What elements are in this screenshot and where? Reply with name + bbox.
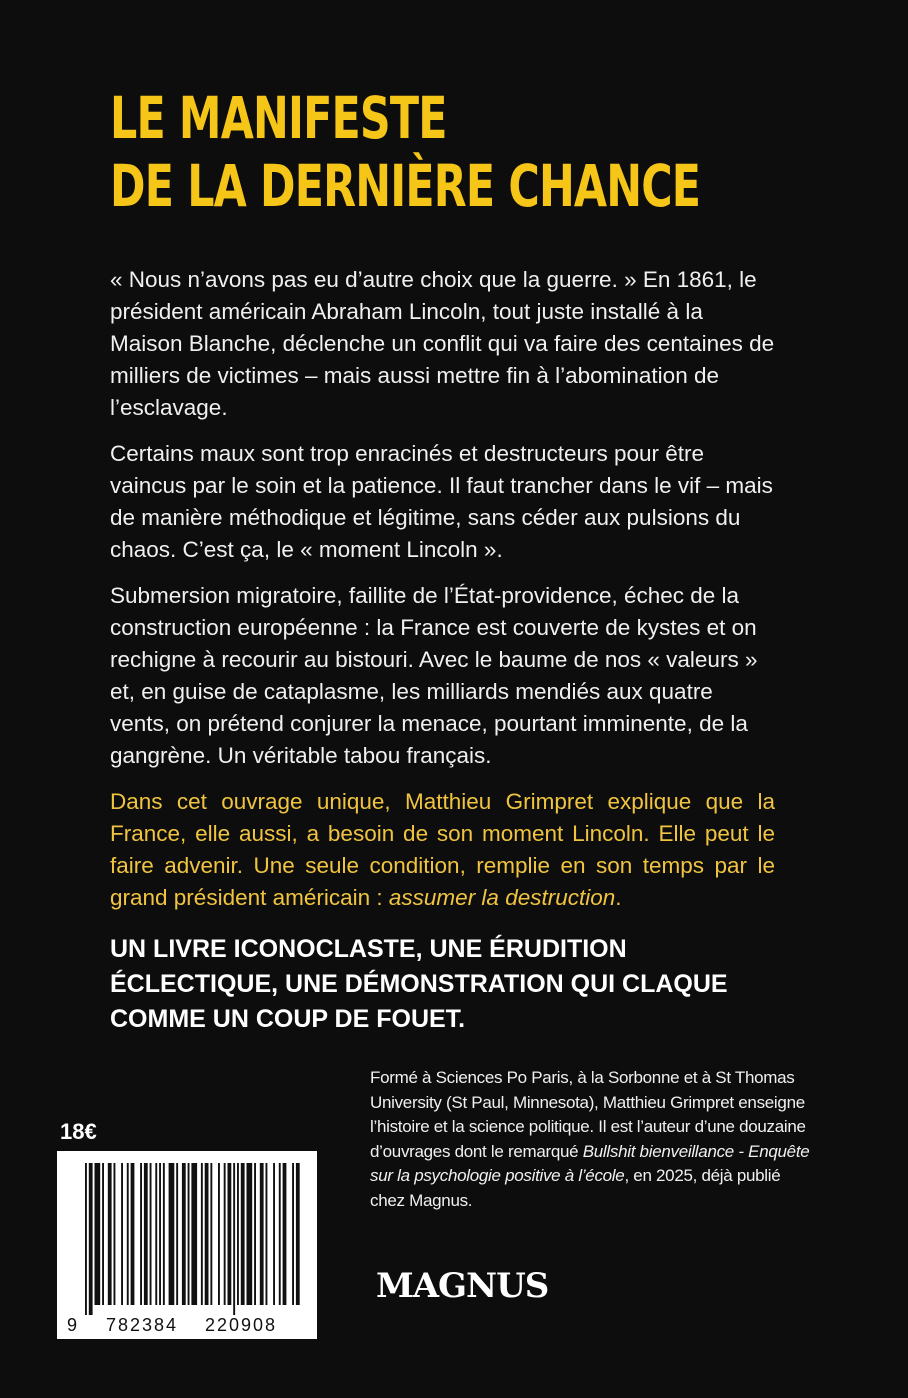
blurb-paragraph-2: Certains maux sont trop enracinés et destructeurs pour être vaincus par le soin et la patience. Il faut trancher dans le vif – mais de manière méthodique et légitime, sans céder aux pulsions du chaos. C’est ça, le « moment Lincoln ». [110, 441, 773, 562]
barcode-group-2: 220908 [205, 1315, 278, 1335]
barcode-bar [150, 1163, 152, 1305]
barcode-bar [163, 1163, 165, 1305]
barcode-bar [201, 1163, 203, 1305]
highlight-text: Dans cet ouvrage unique, Matthieu Grimpret explique que la France, elle aussi, a besoin de son moment Lincoln. Elle peut le faire advenir. Une seule condition, remplie en son temps par le grand président américain : [110, 789, 775, 910]
tagline [110, 932, 810, 1037]
barcode-bar [205, 1163, 209, 1305]
price: 18€ [60, 1119, 97, 1144]
barcode-bar [182, 1163, 186, 1305]
barcode-bar [279, 1163, 281, 1305]
barcode-bar [169, 1163, 175, 1305]
barcode-bar [121, 1163, 123, 1305]
barcode-bar [191, 1163, 197, 1305]
barcode-bar [260, 1163, 264, 1305]
tagline-line-1: UN LIVRE ICONOCLASTE, UNE ÉRUDITION [110, 935, 627, 963]
title-line-2: DE LA DERNIÈRE CHANCE [110, 152, 701, 220]
bio-text-1: Formé à Sciences Po Paris, à la Sorbonne et à St Thomas University (St Paul, Minnesota), Matthieu Grimpret enseigne l’histoire et la science politique. Il est l’auteur d’une douzaine d’ouvrages dont le remarqué [370, 1068, 806, 1161]
bio-text-2: , en 2025, déjà publié chez Magnus. [370, 1166, 781, 1210]
barcode-bar [228, 1163, 232, 1305]
highlight-italic: assumer la destruction [388, 885, 616, 910]
barcode-bar [241, 1163, 245, 1305]
barcode-bar [247, 1163, 253, 1305]
blurb-paragraph-1: « Nous n’avons pas eu d’autre choix que la guerre. » En 1861, le président américain Abraham Lincoln, tout juste installé à la Maison Blanche, déclenche un conflit qui va faire des centaines de milliers de victimes – mais aussi mettre fin à l’abomination de l’esclavage. [110, 267, 775, 420]
author-bio [370, 1066, 818, 1213]
blurb-highlight-paragraph [110, 786, 775, 914]
barcode-bar [254, 1163, 256, 1305]
barcode-bar [114, 1163, 116, 1305]
highlight-end: . [615, 885, 622, 910]
barcode-bar [188, 1163, 190, 1305]
barcode-bar [176, 1163, 178, 1305]
barcode-bar [155, 1163, 157, 1305]
barcode-bar [85, 1163, 87, 1315]
barcode-bar [283, 1163, 287, 1305]
barcode-bar [273, 1163, 275, 1305]
barcode-bar [159, 1163, 161, 1305]
barcode-bar [296, 1163, 300, 1305]
blurb-paragraph-3: Submersion migratoire, faillite de l’État-providence, échec de la construction européenne : la France est couverte de kystes et on rechigne à recourir au bistouri. Avec le baume de nos « valeurs » et, en guise de cataplasme, les milliards mendiés aux quatre vents, on prétend conjurer la menace, pourtant imminente, de la gangrène. Un véritable tabou français. [110, 583, 758, 768]
blurb [110, 264, 775, 928]
barcode-bar [127, 1163, 129, 1305]
barcode-bar [233, 1163, 235, 1315]
barcode-bar [144, 1163, 148, 1305]
title-line-1: LE MANIFESTE [110, 84, 447, 152]
barcode-bar [266, 1163, 268, 1305]
tagline-line-2: ÉCLECTIQUE, UNE DÉMONSTRATION QUI CLAQUE [110, 970, 728, 998]
barcode-bar [102, 1163, 104, 1305]
tagline-line-3: COMME UN COUP DE FOUET. [110, 1005, 466, 1033]
barcode-bar [89, 1163, 93, 1315]
barcode-bar [108, 1163, 112, 1305]
barcode-bar [210, 1163, 212, 1305]
bio-book-title: Bullshit bienveillance - Enquête sur la psychologie positive à l’école [370, 1141, 810, 1185]
barcode-digit-first: 9 [67, 1315, 78, 1335]
isbn-barcode [57, 1151, 317, 1339]
barcode-bar [237, 1163, 239, 1305]
barcode-bar [218, 1163, 220, 1305]
barcode-graphic [57, 1151, 317, 1339]
barcode-bar [140, 1163, 142, 1305]
barcode-bar [131, 1163, 135, 1305]
book-title [110, 84, 700, 220]
barcode-bar [224, 1163, 226, 1305]
barcode-bar [95, 1163, 101, 1305]
publisher-logo: MAGNUS [376, 1266, 549, 1306]
barcode-group-1: 782384 [106, 1315, 179, 1335]
barcode-bar [292, 1163, 294, 1305]
